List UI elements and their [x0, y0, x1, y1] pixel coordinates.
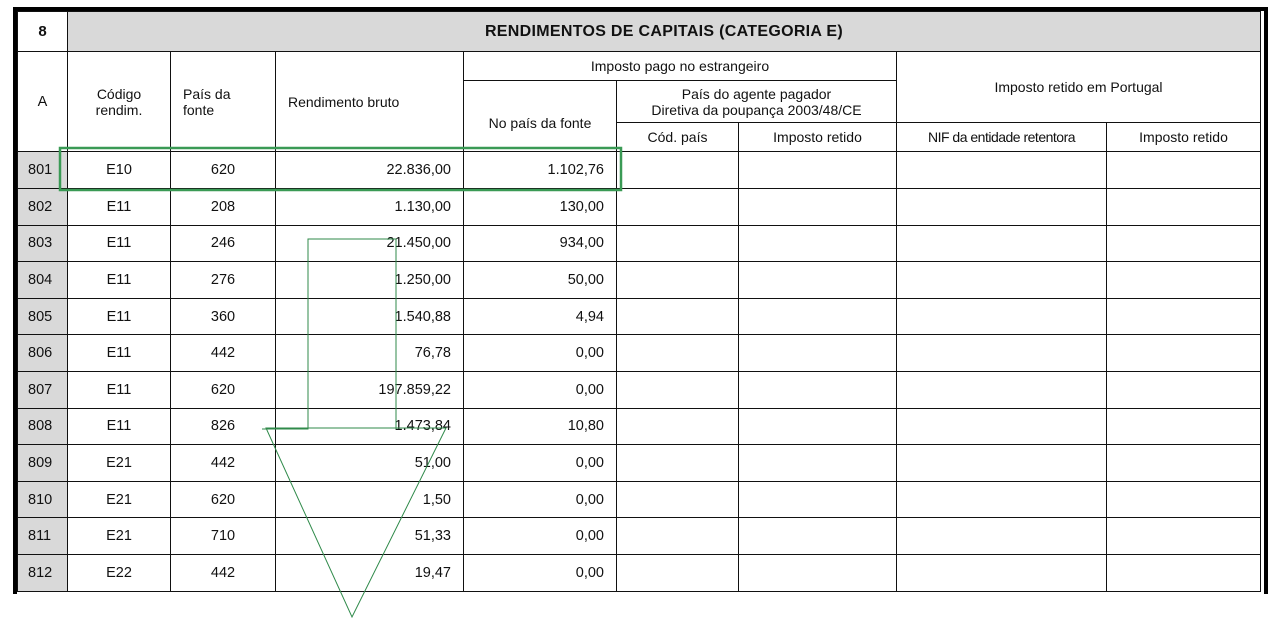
- cell-nif-entidade[interactable]: [897, 554, 1107, 591]
- row-line-number: 807: [18, 371, 68, 408]
- cell-rendimento-bruto[interactable]: 1.540,88: [276, 298, 464, 335]
- cell-pais-fonte[interactable]: 442: [171, 445, 276, 482]
- header-pais-fonte-text: País da fonte: [183, 85, 231, 118]
- header-no-pais-fonte: No país da fonte: [464, 81, 617, 152]
- section-number: 8: [18, 12, 68, 52]
- header-imposto-estrangeiro: Imposto pago no estrangeiro: [464, 52, 897, 81]
- cell-codigo[interactable]: E11: [68, 225, 171, 262]
- table-row: [18, 335, 1261, 372]
- cell-imposto-fonte[interactable]: 0,00: [464, 335, 617, 372]
- header-codigo: [68, 52, 171, 152]
- cell-cod-pais[interactable]: [617, 298, 739, 335]
- cell-rendimento-bruto[interactable]: 19,47: [276, 554, 464, 591]
- cell-imposto-retido[interactable]: [739, 554, 897, 591]
- cell-imposto-retido-pt[interactable]: [1107, 335, 1261, 372]
- cell-rendimento-bruto[interactable]: 76,78: [276, 335, 464, 372]
- row-line-number: 805: [18, 298, 68, 335]
- cell-rendimento-bruto[interactable]: 197.859,22: [276, 371, 464, 408]
- row-line-number: 803: [18, 225, 68, 262]
- cell-pais-fonte[interactable]: 710: [171, 518, 276, 555]
- cell-pais-fonte[interactable]: 442: [171, 335, 276, 372]
- row-line-number: 804: [18, 262, 68, 299]
- row-line-number: 812: [18, 554, 68, 591]
- header-cod-pais: Cód. país: [617, 123, 739, 152]
- cell-cod-pais[interactable]: [617, 518, 739, 555]
- cell-imposto-retido[interactable]: [739, 335, 897, 372]
- cell-imposto-retido[interactable]: [739, 298, 897, 335]
- cell-imposto-retido[interactable]: [739, 481, 897, 518]
- cell-nif-entidade[interactable]: [897, 481, 1107, 518]
- cell-pais-fonte[interactable]: 826: [171, 408, 276, 445]
- cell-pais-fonte[interactable]: 620: [171, 371, 276, 408]
- cell-cod-pais[interactable]: [617, 262, 739, 299]
- cell-rendimento-bruto[interactable]: 22.836,00: [276, 152, 464, 189]
- cell-codigo[interactable]: E21: [68, 481, 171, 518]
- cell-imposto-retido-pt[interactable]: [1107, 408, 1261, 445]
- cell-imposto-retido[interactable]: [739, 371, 897, 408]
- cell-imposto-fonte[interactable]: 0,00: [464, 481, 617, 518]
- cell-codigo[interactable]: E11: [68, 371, 171, 408]
- cell-codigo[interactable]: E10: [68, 152, 171, 189]
- cell-nif-entidade[interactable]: [897, 335, 1107, 372]
- table-row: [18, 445, 1261, 482]
- cell-pais-fonte[interactable]: 208: [171, 189, 276, 226]
- cell-imposto-retido-pt[interactable]: [1107, 445, 1261, 482]
- cell-rendimento-bruto[interactable]: 1.473,84: [276, 408, 464, 445]
- header-pais-fonte: [171, 52, 276, 152]
- cell-pais-fonte[interactable]: 360: [171, 298, 276, 335]
- cell-codigo[interactable]: E21: [68, 518, 171, 555]
- cell-imposto-fonte[interactable]: 1.102,76: [464, 152, 617, 189]
- cell-imposto-fonte[interactable]: 10,80: [464, 408, 617, 445]
- row-line-number: 806: [18, 335, 68, 372]
- cell-imposto-fonte[interactable]: 50,00: [464, 262, 617, 299]
- cell-imposto-retido[interactable]: [739, 445, 897, 482]
- cell-imposto-fonte[interactable]: 130,00: [464, 189, 617, 226]
- cell-codigo[interactable]: E22: [68, 554, 171, 591]
- cell-codigo[interactable]: E11: [68, 298, 171, 335]
- header-agente-line2: Diretiva da poupança 2003/48/CE: [651, 101, 862, 118]
- cell-nif-entidade[interactable]: [897, 518, 1107, 555]
- cell-imposto-retido[interactable]: [739, 262, 897, 299]
- cell-cod-pais[interactable]: [617, 225, 739, 262]
- row-line-number: 811: [18, 518, 68, 555]
- cell-pais-fonte[interactable]: 442: [171, 554, 276, 591]
- row-line-number: 802: [18, 189, 68, 226]
- row-letter: A: [18, 52, 68, 152]
- cell-pais-fonte[interactable]: 276: [171, 262, 276, 299]
- header-codigo-text: Código rendim.: [95, 85, 143, 118]
- row-line-number: 809: [18, 445, 68, 482]
- table-row: [18, 189, 1261, 226]
- cell-imposto-retido-pt[interactable]: [1107, 371, 1261, 408]
- cell-cod-pais[interactable]: [617, 445, 739, 482]
- cell-imposto-fonte[interactable]: 0,00: [464, 371, 617, 408]
- cell-nif-entidade[interactable]: [897, 371, 1107, 408]
- cell-imposto-fonte[interactable]: 0,00: [464, 445, 617, 482]
- table-row: [18, 518, 1261, 555]
- cell-imposto-retido-pt[interactable]: [1107, 152, 1261, 189]
- cell-imposto-retido-pt[interactable]: [1107, 189, 1261, 226]
- cell-nif-entidade[interactable]: [897, 262, 1107, 299]
- header-imposto-retido: Imposto retido: [739, 123, 897, 152]
- header-agente-line1: País do agente pagador: [681, 85, 832, 102]
- cell-imposto-retido[interactable]: [739, 518, 897, 555]
- cell-codigo[interactable]: E11: [68, 335, 171, 372]
- cell-nif-entidade[interactable]: [897, 298, 1107, 335]
- cell-imposto-retido-pt[interactable]: [1107, 262, 1261, 299]
- table-row: [18, 408, 1261, 445]
- cell-imposto-retido-pt[interactable]: [1107, 298, 1261, 335]
- cell-rendimento-bruto[interactable]: 21.450,00: [276, 225, 464, 262]
- cell-imposto-fonte[interactable]: 934,00: [464, 225, 617, 262]
- cell-nif-entidade[interactable]: [897, 152, 1107, 189]
- cell-cod-pais[interactable]: [617, 408, 739, 445]
- cell-pais-fonte[interactable]: 620: [171, 152, 276, 189]
- cell-nif-entidade[interactable]: [897, 189, 1107, 226]
- table-row: [18, 481, 1261, 518]
- header-rendimento-bruto: Rendimento bruto: [276, 52, 464, 152]
- cell-imposto-retido[interactable]: [739, 408, 897, 445]
- cell-cod-pais[interactable]: [617, 481, 739, 518]
- row-line-number: 808: [18, 408, 68, 445]
- capital-income-table: [17, 11, 1261, 592]
- cell-imposto-retido-pt[interactable]: [1107, 554, 1261, 591]
- cell-rendimento-bruto[interactable]: 1,50: [276, 481, 464, 518]
- cell-imposto-retido[interactable]: [739, 189, 897, 226]
- cell-codigo[interactable]: E11: [68, 189, 171, 226]
- cell-codigo[interactable]: E11: [68, 408, 171, 445]
- cell-imposto-fonte[interactable]: 4,94: [464, 298, 617, 335]
- cell-pais-fonte[interactable]: 246: [171, 225, 276, 262]
- cell-pais-fonte[interactable]: 620: [171, 481, 276, 518]
- section-title: RENDIMENTOS DE CAPITAIS (CATEGORIA E): [68, 12, 1261, 52]
- cell-nif-entidade[interactable]: [897, 225, 1107, 262]
- row-line-number: 810: [18, 481, 68, 518]
- table-row: [18, 262, 1261, 299]
- table-row: [18, 225, 1261, 262]
- cell-imposto-retido-pt[interactable]: [1107, 481, 1261, 518]
- cell-rendimento-bruto[interactable]: 51,33: [276, 518, 464, 555]
- header-nif-entidade: NIF da entidade retentora: [897, 123, 1107, 152]
- cell-rendimento-bruto[interactable]: 1.130,00: [276, 189, 464, 226]
- row-line-number: 801: [18, 152, 68, 189]
- table-row: [18, 152, 1261, 189]
- cell-cod-pais[interactable]: [617, 335, 739, 372]
- table-row: [18, 371, 1261, 408]
- cell-imposto-fonte[interactable]: 0,00: [464, 554, 617, 591]
- cell-rendimento-bruto[interactable]: 1.250,00: [276, 262, 464, 299]
- cell-imposto-fonte[interactable]: 0,00: [464, 518, 617, 555]
- cell-nif-entidade[interactable]: [897, 408, 1107, 445]
- cell-codigo[interactable]: E11: [68, 262, 171, 299]
- header-imposto-retido-pt: Imposto retido: [1107, 123, 1261, 152]
- cell-imposto-retido[interactable]: [739, 225, 897, 262]
- header-imposto-portugal: Imposto retido em Portugal: [897, 52, 1261, 123]
- header-agente-pagador: [617, 81, 897, 123]
- cell-cod-pais[interactable]: [617, 554, 739, 591]
- table-row: [18, 298, 1261, 335]
- cell-imposto-retido-pt[interactable]: [1107, 518, 1261, 555]
- cell-cod-pais[interactable]: [617, 371, 739, 408]
- cell-imposto-retido-pt[interactable]: [1107, 225, 1261, 262]
- cell-nif-entidade[interactable]: [897, 445, 1107, 482]
- cell-codigo[interactable]: E21: [68, 445, 171, 482]
- cell-cod-pais[interactable]: [617, 152, 739, 189]
- cell-cod-pais[interactable]: [617, 189, 739, 226]
- cell-imposto-retido[interactable]: [739, 152, 897, 189]
- cell-rendimento-bruto[interactable]: 51,00: [276, 445, 464, 482]
- table-row: [18, 554, 1261, 591]
